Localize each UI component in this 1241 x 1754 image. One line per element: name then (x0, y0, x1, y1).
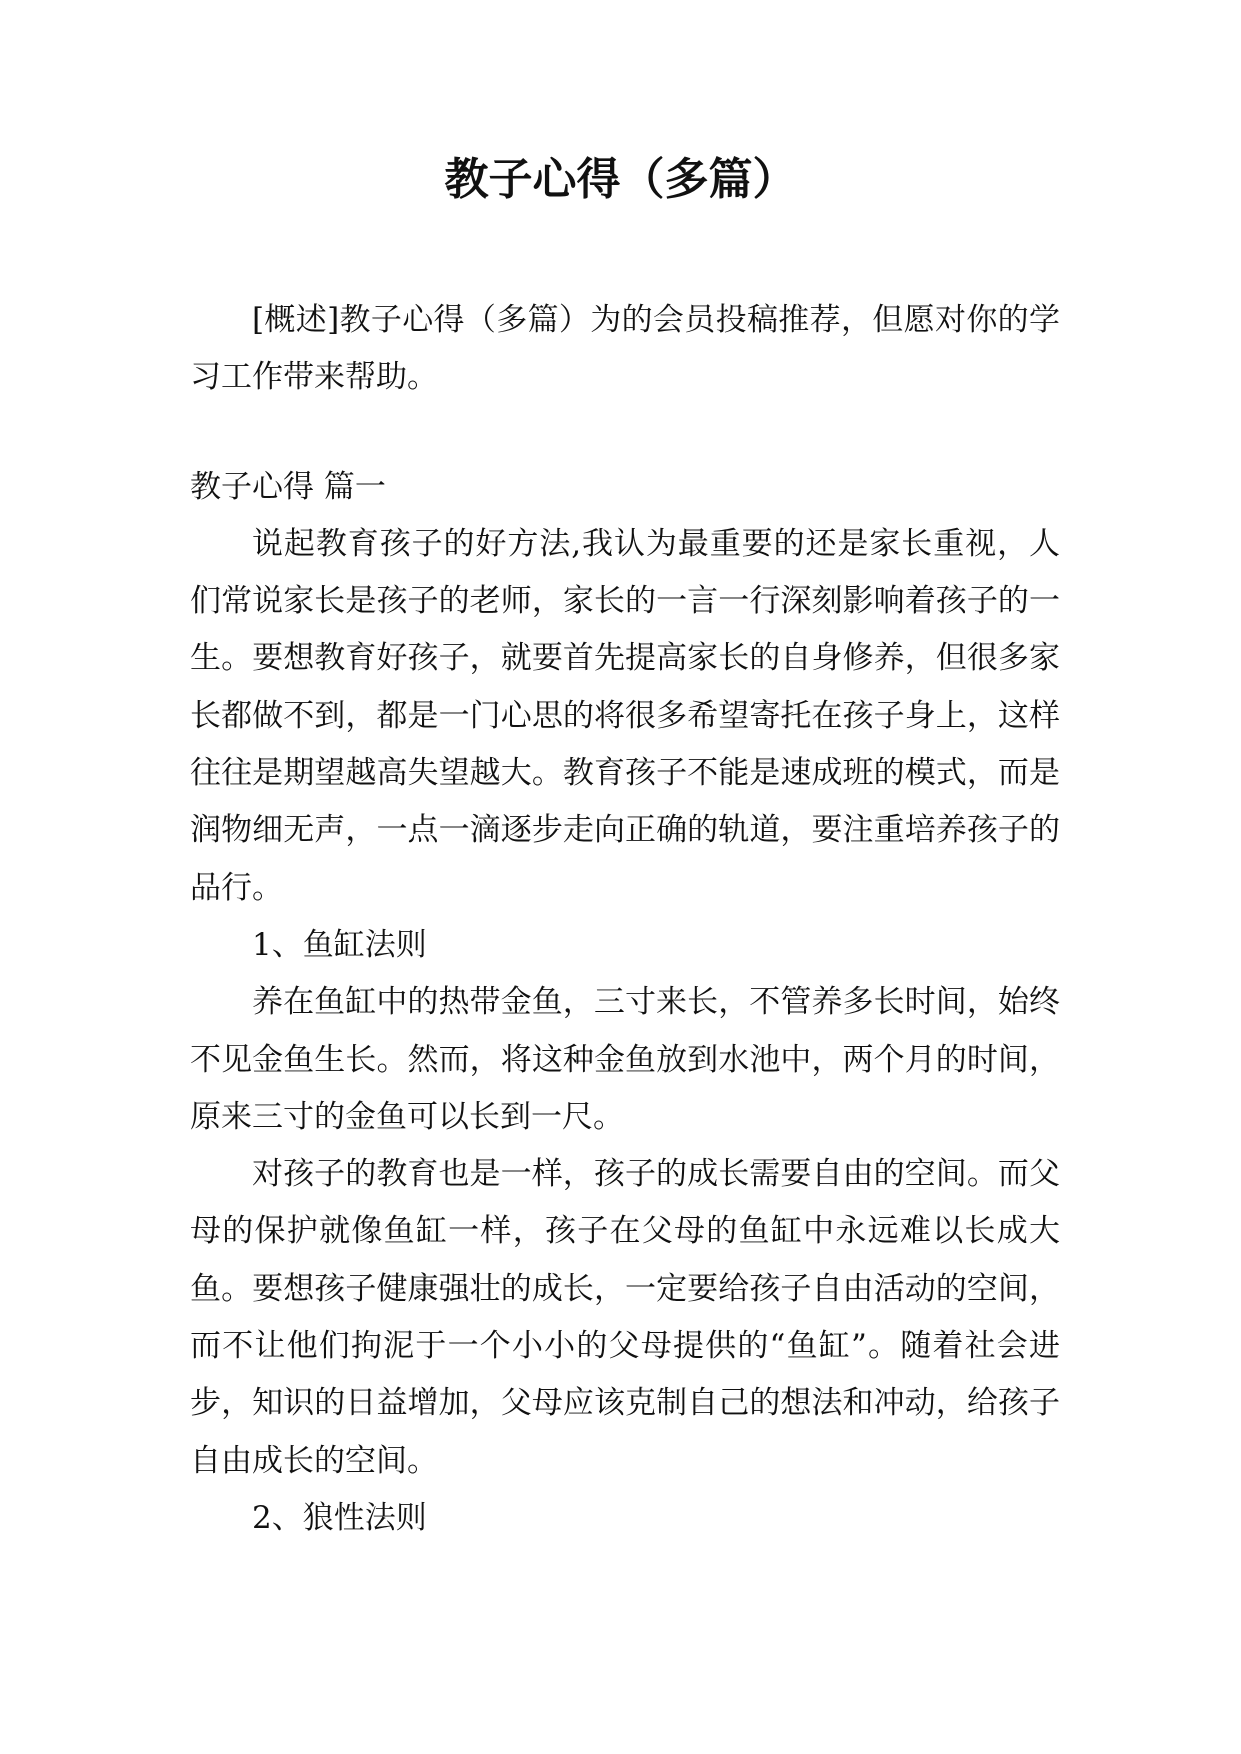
subsection-heading: 1、鱼缸法则 (252, 926, 427, 963)
section-heading: 教子心得 篇一 (190, 468, 386, 505)
document-body (190, 292, 1060, 1547)
body-paragraph: 养在鱼缸中的热带金鱼，三寸来长，不管养多长时间，始终不见金鱼生长。然而，将这种金鱼放到水池中，两个月的时间，原来三寸的金鱼可以长到一尺。 (190, 984, 1060, 1135)
document-title: 教子心得（多篇） (444, 154, 797, 205)
body-paragraph: 对孩子的教育也是一样，孩子的成长需要自由的空间。而父母的保护就像鱼缸一样，孩子在父母的鱼缸中永远难以长成大鱼。要想孩子健康强壮的成长，一定要给孩子自由活动的空间，而不让他们拘泥于一个小小的父母提供的“鱼缸”。随着社会进步，知识的日益增加，父母应该克制自己的想法和冲动，给孩子自由成长的空间。 (190, 1156, 1060, 1479)
body-paragraph: 说起教育孩子的好方法,我认为最重要的还是家长重视，人们常说家长是孩子的老师，家长的一言一行深刻影响着孩子的一生。要想教育好孩子，就要首先提高家长的自身修养，但很多家长都做不到，都是一门心思的将很多希望寄托在孩子身上，这样往往是期望越高失望越大。教育孩子不能是速成班的模式，而是润物细无声，一点一滴逐步走向正确的轨道，要注重培养孩子的品行。 (190, 525, 1060, 906)
subsection-heading: 2、狼性法则 (252, 1499, 427, 1536)
overview-paragraph: [概述]教子心得（多篇）为的会员投稿推荐，但愿对你的学习工作带来帮助。 (190, 302, 1060, 396)
spacer (190, 407, 1060, 459)
